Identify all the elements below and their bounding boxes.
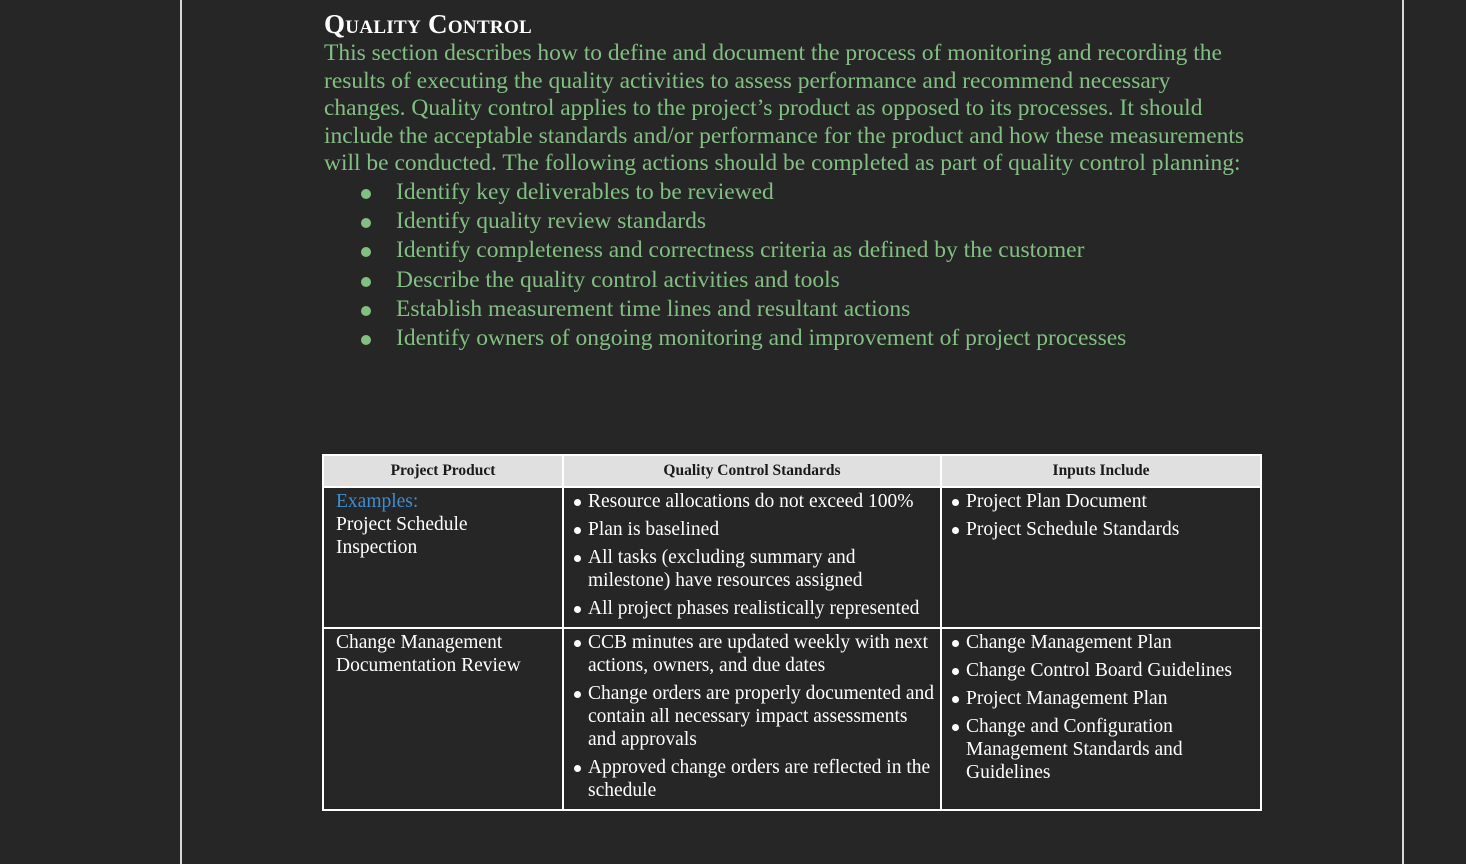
examples-label: Examples: bbox=[336, 491, 419, 512]
bullet-icon bbox=[361, 306, 371, 316]
list-item: Project Schedule Standards bbox=[952, 518, 1256, 541]
inputs-cell bbox=[941, 628, 1261, 810]
bullet-icon bbox=[361, 189, 371, 199]
bullet-icon bbox=[574, 765, 581, 772]
bullet-icon bbox=[952, 499, 959, 506]
bullet-icon bbox=[952, 527, 959, 534]
page-margin-right bbox=[1402, 0, 1404, 864]
list-item: Describe the quality control activities and tools bbox=[324, 266, 1264, 295]
product-name: Project Schedule Inspection bbox=[336, 514, 468, 558]
column-header-inputs: Inputs Include bbox=[941, 455, 1261, 487]
list-item: Approved change orders are reflected in the schedule bbox=[574, 756, 936, 802]
bullet-icon bbox=[952, 668, 959, 675]
list-item: Project Management Plan bbox=[952, 687, 1256, 710]
bullet-icon bbox=[574, 606, 581, 613]
list-item: Change orders are properly documented and contain all necessary impact assessments and approvals bbox=[574, 682, 936, 751]
list-item: Change Management Plan bbox=[952, 631, 1256, 654]
bullet-icon bbox=[361, 218, 371, 228]
bullet-icon bbox=[574, 640, 581, 647]
standards-cell bbox=[563, 487, 941, 628]
list-item: Change and Configuration Management Standards and Guidelines bbox=[952, 715, 1256, 784]
list-item: All project phases realistically represented bbox=[574, 597, 936, 620]
column-header-project-product: Project Product bbox=[323, 455, 563, 487]
action-list bbox=[324, 178, 1264, 353]
bullet-icon bbox=[574, 555, 581, 562]
document-body bbox=[324, 8, 1264, 353]
inputs-cell bbox=[941, 487, 1261, 628]
list-item: Change Control Board Guidelines bbox=[952, 659, 1256, 682]
page-margin-left bbox=[180, 0, 182, 864]
column-header-quality-standards: Quality Control Standards bbox=[563, 455, 941, 487]
list-item: Plan is baselined bbox=[574, 518, 936, 541]
section-heading: Quality Control bbox=[324, 9, 532, 39]
standards-cell bbox=[563, 628, 941, 810]
list-item: Identify owners of ongoing monitoring and improvement of project processes bbox=[324, 324, 1264, 353]
product-cell bbox=[323, 628, 563, 810]
list-item: Establish measurement time lines and resultant actions bbox=[324, 295, 1264, 324]
list-item: CCB minutes are updated weekly with next actions, owners, and due dates bbox=[574, 631, 936, 677]
list-item: Resource allocations do not exceed 100% bbox=[574, 490, 936, 513]
table-header-row bbox=[323, 455, 1261, 487]
product-cell bbox=[323, 487, 563, 628]
product-name: Change Management Documentation Review bbox=[336, 632, 521, 676]
bullet-icon bbox=[952, 724, 959, 731]
quality-control-table bbox=[322, 454, 1262, 811]
section-intro: This section describes how to define and document the process of monitoring and recording the results of executing the quality activities to assess performance and recommend necessary changes. Quality control applies to the project’s product as opposed to its processes. It should include the acceptable standards and/or performance for the product and how these measurements will be conducted. The following actions should be completed as part of quality control planning: bbox=[324, 40, 1245, 177]
list-item: Project Plan Document bbox=[952, 490, 1256, 513]
bullet-icon bbox=[361, 335, 371, 345]
bullet-icon bbox=[574, 499, 581, 506]
list-item: All tasks (excluding summary and milestone) have resources assigned bbox=[574, 546, 936, 592]
list-item: Identify key deliverables to be reviewed bbox=[324, 178, 1264, 207]
table-row bbox=[323, 487, 1261, 628]
bullet-icon bbox=[952, 696, 959, 703]
bullet-icon bbox=[574, 527, 581, 534]
bullet-icon bbox=[574, 691, 581, 698]
table-row bbox=[323, 628, 1261, 810]
bullet-icon bbox=[952, 640, 959, 647]
bullet-icon bbox=[361, 247, 371, 257]
list-item: Identify completeness and correctness criteria as defined by the customer bbox=[324, 236, 1264, 265]
bullet-icon bbox=[361, 277, 371, 287]
list-item: Identify quality review standards bbox=[324, 207, 1264, 236]
